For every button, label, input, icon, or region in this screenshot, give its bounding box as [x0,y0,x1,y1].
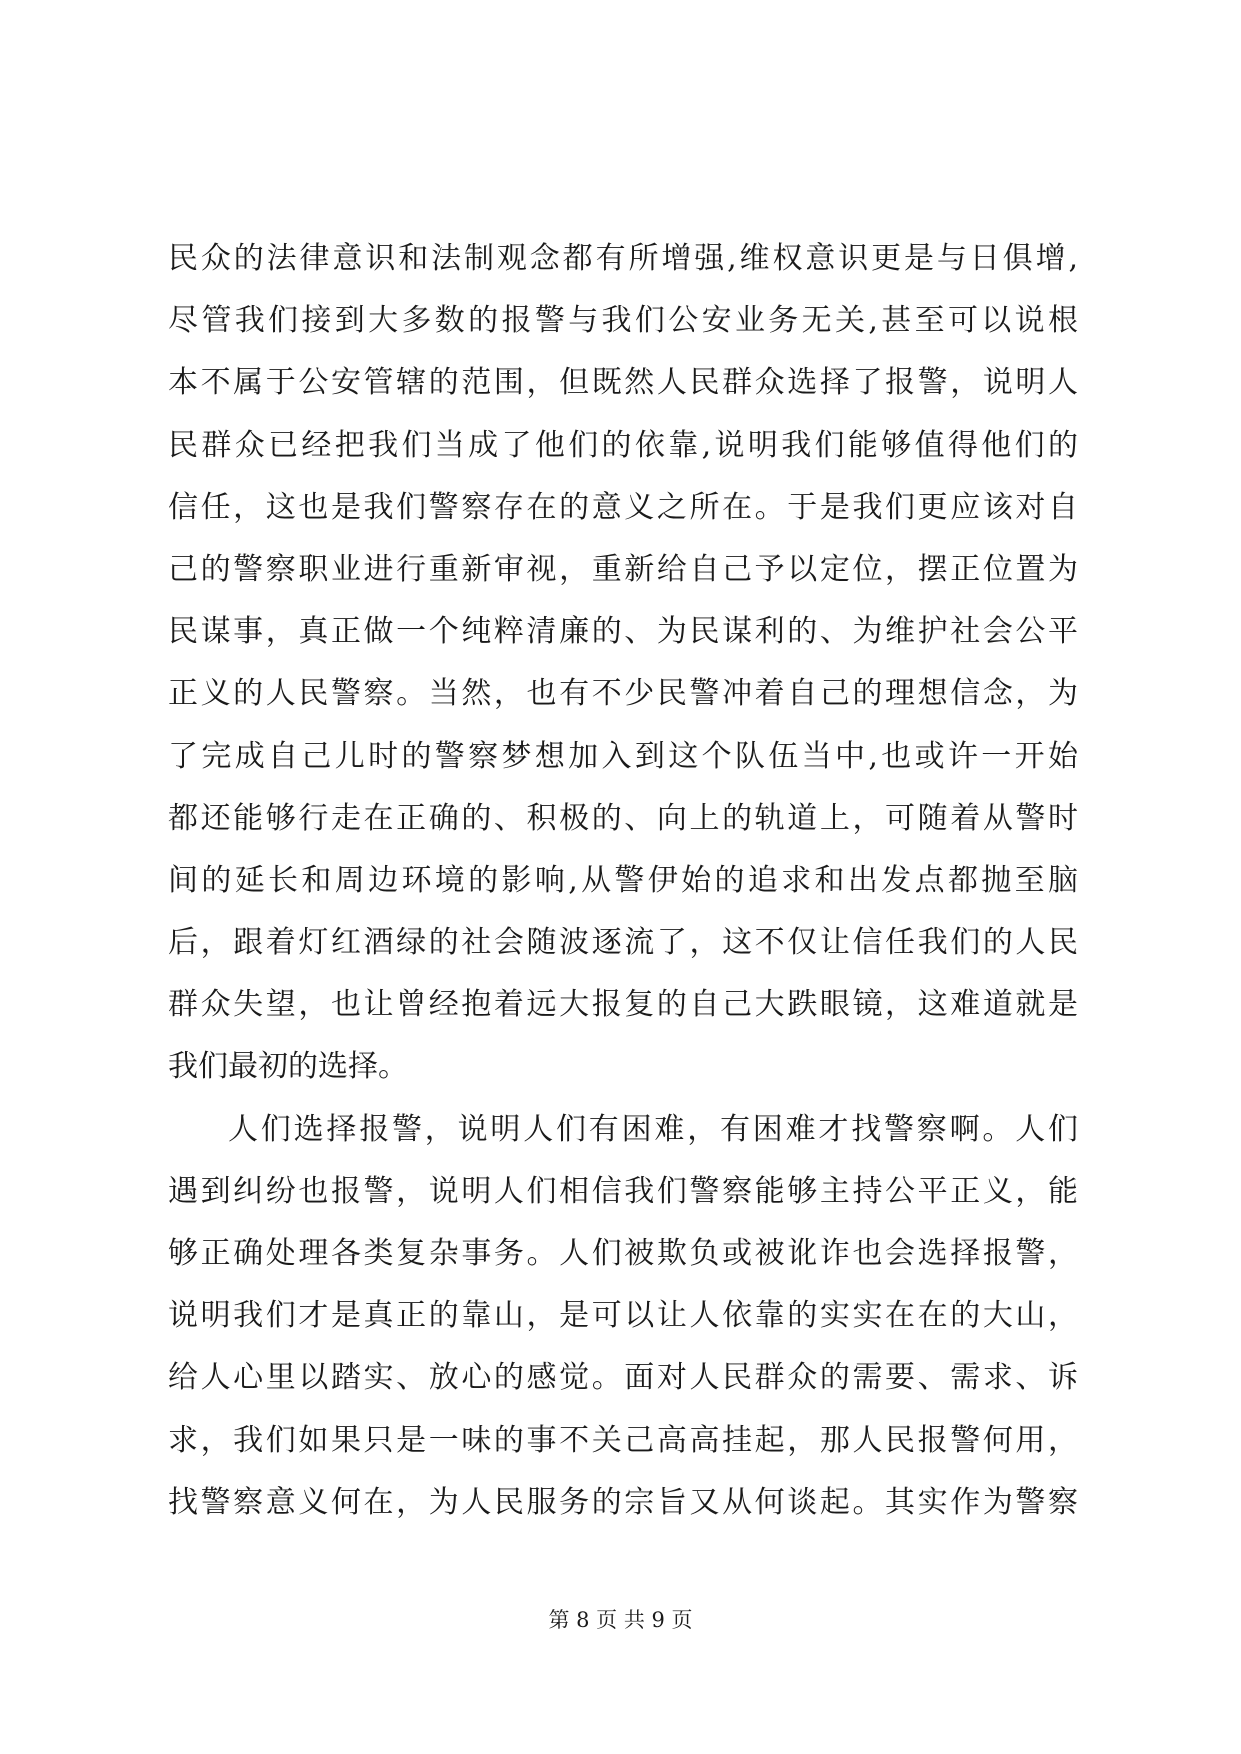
paragraph-2 [168,1099,1078,1534]
text-line: 群众失望，也让曾经抱着远大报复的自己大跌眼镜，这难道就是 [168,987,1078,1023]
text-line: 我们最初的选择。 [168,1049,408,1085]
text-line: 信任，这也是我们警察存在的意义之所在。于是我们更应该对自 [168,489,1078,525]
text-line: 说明我们才是真正的靠山，是可以让人依靠的实实在在的大山， [168,1298,1078,1334]
text-line: 求，我们如果只是一味的事不关己高高挂起，那人民报警何用， [168,1422,1078,1458]
text-line: 民众的法律意识和法制观念都有所增强,维权意识更是与日俱增, [168,241,1078,276]
document-body [168,228,1078,1534]
text-line: 己的警察职业进行重新审视，重新给自己予以定位，摆正位置为 [168,551,1078,587]
page-number-footer: 第 8 页 共 9 页 [548,1608,693,1632]
text-line: 了完成自己儿时的警察梦想加入到这个队伍当中,也或许一开始 [168,738,1078,774]
text-line: 正义的人民警察。当然，也有不少民警冲着自己的理想信念，为 [168,676,1078,712]
text-line: 人们选择报警，说明人们有困难，有困难才找警察啊。人们 [228,1111,1078,1147]
text-line: 找警察意义何在，为人民服务的宗旨又从何谈起。其实作为警察 [168,1484,1078,1520]
text-line: 后，跟着灯红酒绿的社会随波逐流了，这不仅让信任我们的人民 [168,925,1078,961]
text-line: 遇到纠纷也报警，说明人们相信我们警察能够主持公平正义，能 [168,1173,1078,1209]
text-line: 民谋事，真正做一个纯粹清廉的、为民谋利的、为维护社会公平 [168,614,1078,650]
text-line: 够正确处理各类复杂事务。人们被欺负或被讹诈也会选择报警， [168,1236,1078,1271]
text-line: 本不属于公安管辖的范围，但既然人民群众选择了报警，说明人 [168,365,1078,401]
text-line: 给人心里以踏实、放心的感觉。面对人民群众的需要、需求、诉 [168,1360,1078,1396]
text-line: 尽管我们接到大多数的报警与我们公安业务无关,甚至可以说根 [168,303,1078,339]
text-line: 都还能够行走在正确的、积极的、向上的轨道上，可随着从警时 [168,800,1078,836]
text-line: 民群众已经把我们当成了他们的依靠,说明我们能够值得他们的 [168,427,1078,463]
text-line: 间的延长和周边环境的影响,从警伊始的追求和出发点都抛至脑 [168,862,1078,898]
paragraph-1 [168,228,1078,1099]
